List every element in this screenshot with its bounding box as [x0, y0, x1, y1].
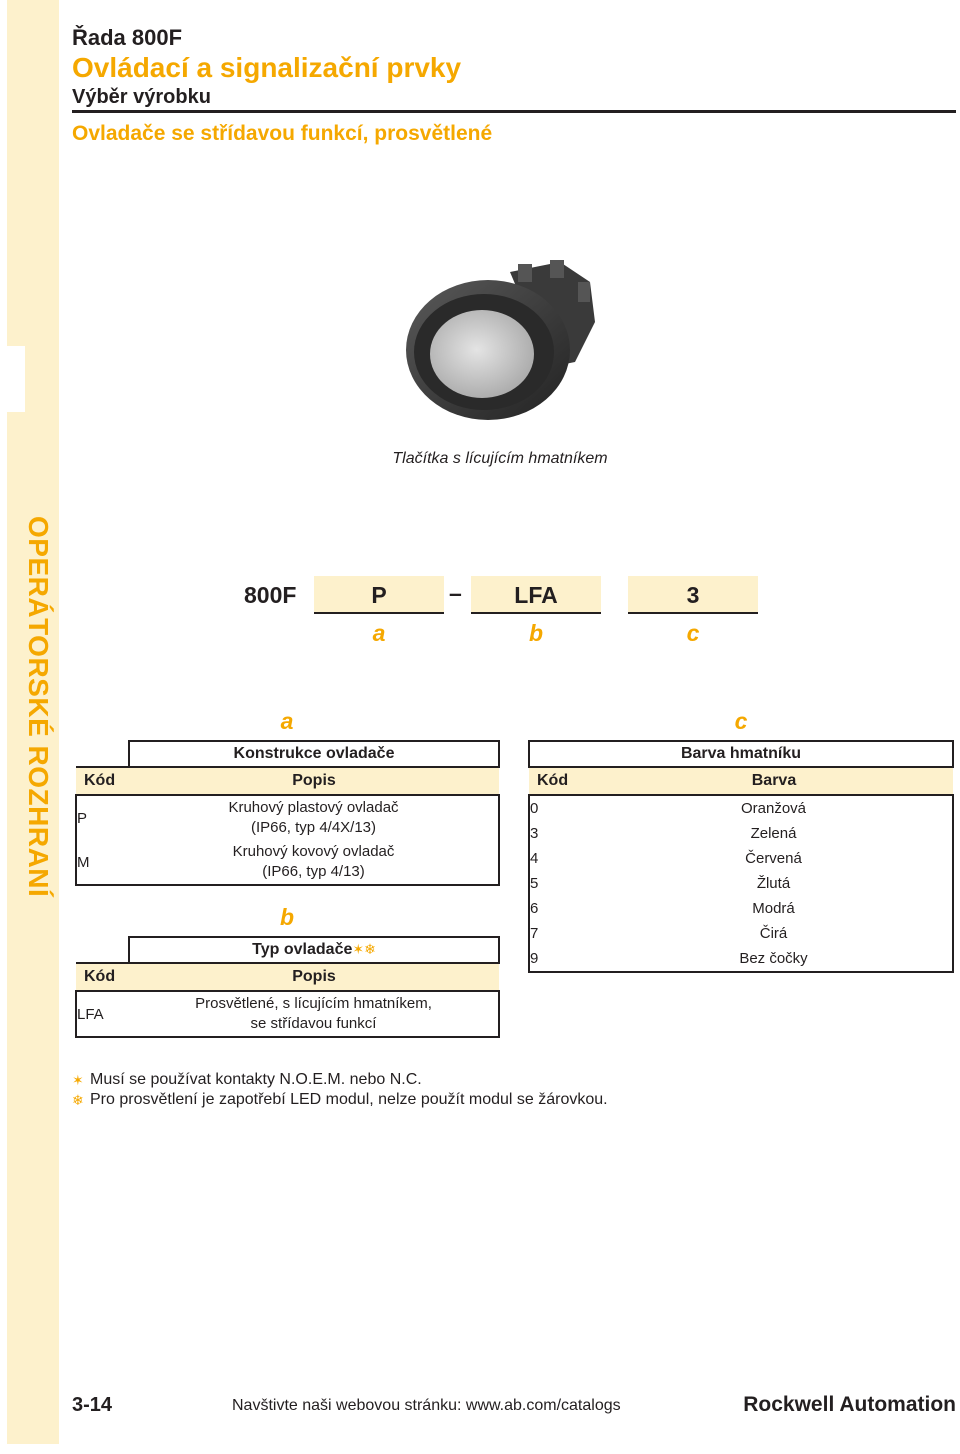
row-color: Oranžová [595, 795, 953, 821]
website-note: Navštivte naši webovou stránku: www.ab.com/catalogs [232, 1397, 621, 1414]
row-color: Bez čočky [595, 946, 953, 972]
table-row [76, 795, 499, 840]
row-code: 7 [529, 921, 595, 946]
table-b-letter: b [279, 904, 295, 930]
sidebar-tab-marker [7, 346, 25, 412]
table-row [529, 921, 953, 946]
row-desc: Kruhový plastový ovladač (IP66, typ 4/4X/13) [129, 795, 499, 840]
table-a-col-code: Kód [76, 767, 129, 795]
row-desc: Prosvětlené, s lícujícím hmatníkem, se střídavou funkcí [129, 991, 499, 1037]
catalog-number [220, 576, 780, 656]
catalog-prefix: 800F [244, 582, 297, 608]
header-rule [72, 110, 956, 113]
page-title: Ovládací a signalizační prvky [72, 52, 462, 83]
row-desc: Kruhový kovový ovladač (IP66, typ 4/13) [129, 840, 499, 885]
table-row [529, 795, 953, 821]
catalog-dash: – [449, 580, 462, 606]
table-b-col-code: Kód [76, 963, 129, 991]
table-button-color [528, 740, 954, 973]
row-code: P [76, 795, 129, 840]
row-color: Modrá [595, 896, 953, 921]
footnote [72, 1090, 608, 1110]
table-b-title: Typ ovladače✶❄ [129, 937, 499, 963]
row-color: Zelená [595, 821, 953, 846]
section-title: Ovladače se střídavou funkcí, prosvětlené [72, 122, 493, 145]
snowflake-icon: ❄ [72, 1092, 84, 1108]
series-title: Řada 800F [72, 25, 183, 50]
table-a-title: Konstrukce ovladače [129, 741, 499, 767]
row-code: LFA [76, 991, 129, 1037]
row-code: 3 [529, 821, 595, 846]
brand-logo-text: Rockwell Automation [743, 1393, 956, 1416]
table-row [529, 871, 953, 896]
catalog-letter-a: a [372, 620, 386, 646]
catalog-field-b: LFA [471, 576, 601, 614]
table-c-title: Barva hmatníku [529, 741, 953, 767]
row-code: M [76, 840, 129, 885]
table-actuator-construction [75, 740, 500, 886]
table-row [529, 821, 953, 846]
table-row [529, 846, 953, 871]
table-actuator-type [75, 936, 500, 1038]
catalog-field-a: P [314, 576, 444, 614]
footnote-text: Musí se používat kontakty N.O.E.M. nebo N.C. [90, 1071, 422, 1088]
row-color: Čirá [595, 921, 953, 946]
table-c-col-code: Kód [529, 767, 595, 795]
table-b-col-desc: Popis [129, 963, 499, 991]
table-row [76, 840, 499, 885]
sidebar-section-label: OPERÁTORSKÉ ROZHRANÍ [23, 516, 54, 898]
row-code: 0 [529, 795, 595, 821]
photo-caption: Tlačítka s lícujícím hmatníkem [392, 450, 608, 467]
row-code: 4 [529, 846, 595, 871]
page-number: 3-14 [72, 1394, 113, 1416]
asterisk-icon: ✶ [72, 1072, 84, 1088]
table-a-letter: a [280, 708, 294, 734]
page-subtitle: Výběr výrobku [72, 86, 211, 108]
table-c-letter: c [734, 708, 748, 734]
catalog-field-c: 3 [628, 576, 758, 614]
page-header [72, 24, 461, 110]
row-code: 6 [529, 896, 595, 921]
table-row [529, 896, 953, 921]
pushbutton-photo [400, 252, 600, 422]
row-code: 5 [529, 871, 595, 896]
table-row [76, 991, 499, 1037]
table-a-col-desc: Popis [129, 767, 499, 795]
catalog-letter-b: b [528, 620, 544, 646]
footnote-marks: ✶❄ [352, 941, 376, 957]
footnote-text: Pro prosvětlení je zapotřebí LED modul, nelze použít modul se žárovkou. [90, 1091, 608, 1108]
row-color: Žlutá [595, 871, 953, 896]
row-color: Červená [595, 846, 953, 871]
footnotes [72, 1070, 608, 1110]
row-code: 9 [529, 946, 595, 972]
catalog-letter-c: c [686, 620, 700, 646]
table-c-col-desc: Barva [595, 767, 953, 795]
table-row [529, 946, 953, 972]
footnote [72, 1070, 608, 1090]
